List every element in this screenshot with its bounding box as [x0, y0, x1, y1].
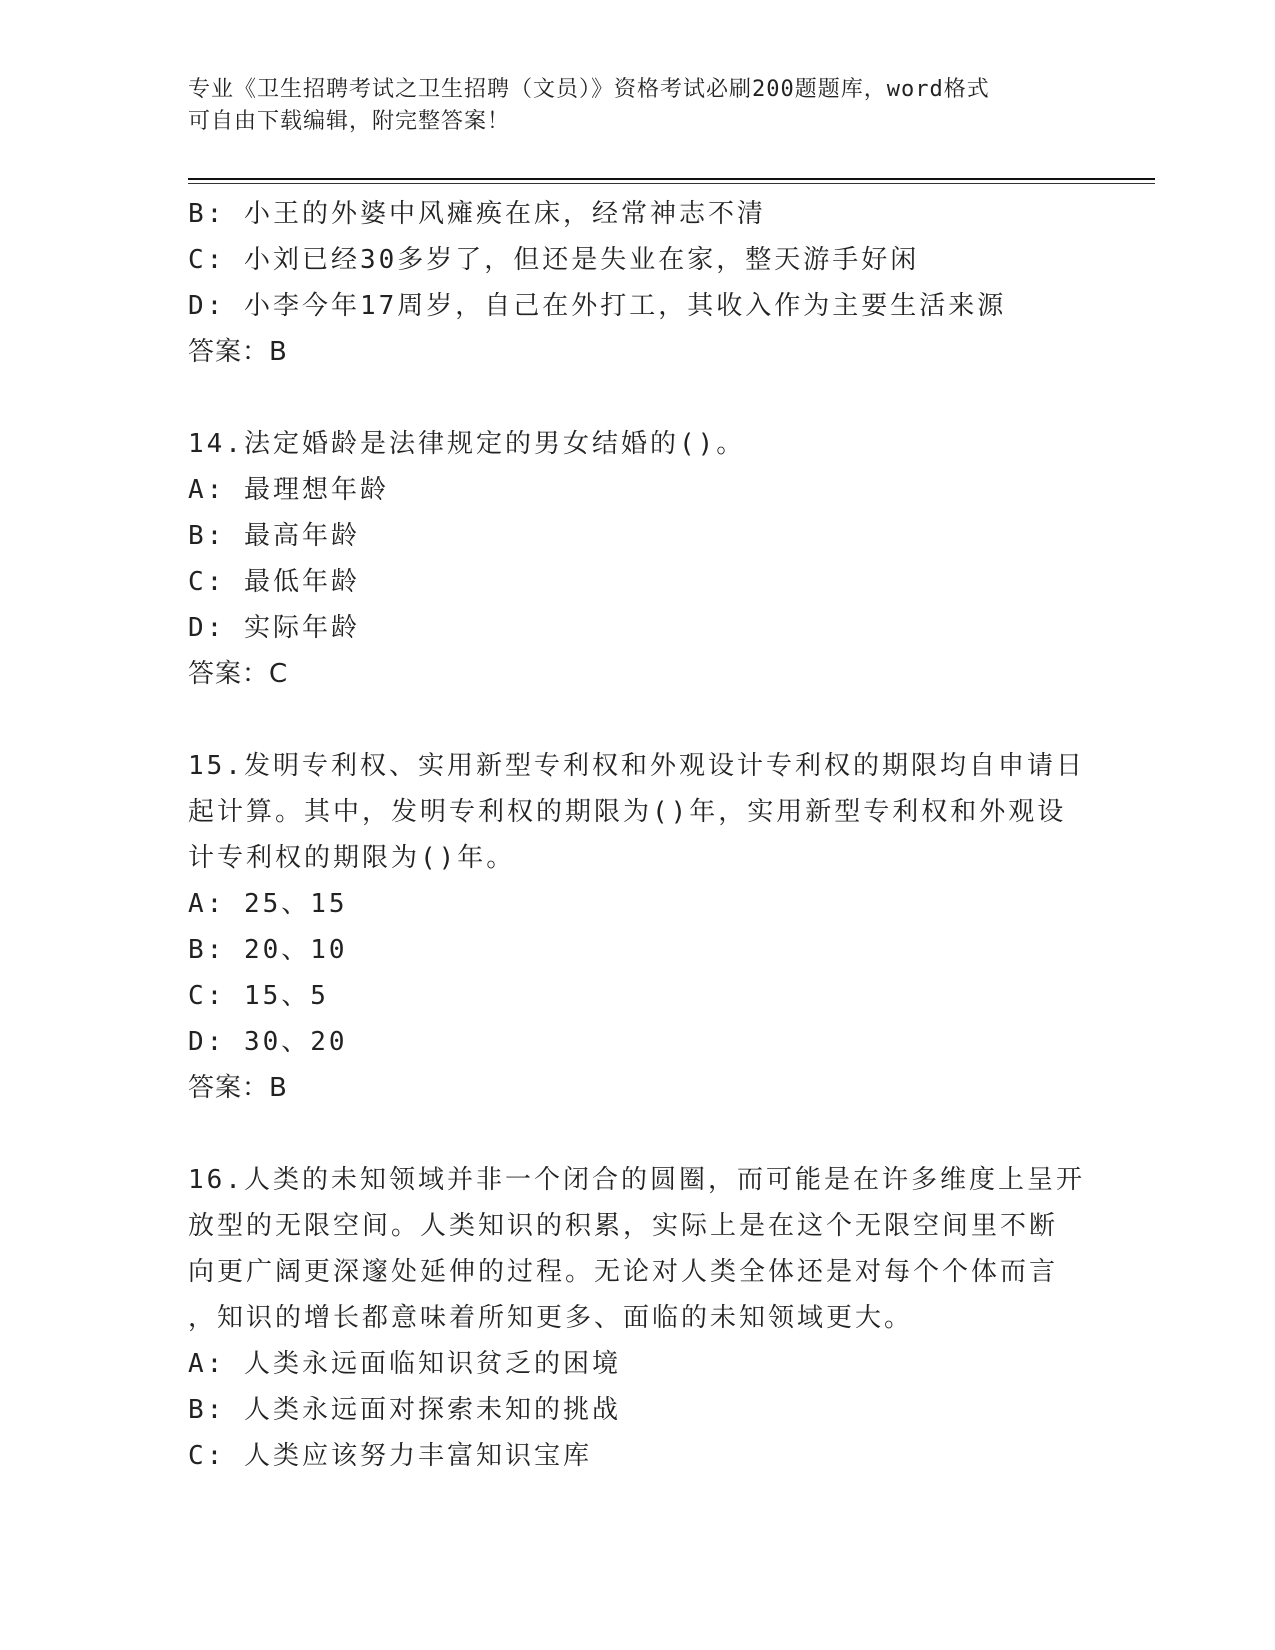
spacer: [188, 697, 1088, 743]
document-header: [188, 74, 1088, 138]
question-15: [188, 743, 1088, 1111]
q14-option-c: C: 最低年龄: [188, 567, 360, 597]
q13-option-c: C: 小刘已经30多岁了，但还是失业在家，整天游手好闲: [188, 245, 920, 275]
q14-option-b: B: 最高年龄: [188, 521, 360, 551]
q14-stem: 14.法定婚龄是法律规定的男女结婚的()。: [188, 429, 746, 459]
q15-stem-line-1: 15.发明专利权、实用新型专利权和外观设计专利权的期限均自申请日: [188, 751, 1085, 781]
question-13: [188, 191, 1088, 375]
header-divider-thick: [188, 178, 1155, 180]
spacer: [188, 375, 1088, 421]
q16-stem-line-1: 16.人类的未知领域并非一个闭合的圆圈，而可能是在许多维度上呈开: [188, 1165, 1085, 1195]
q16-option-b: B: 人类永远面对探索未知的挑战: [188, 1395, 621, 1425]
question-16: [188, 1157, 1088, 1479]
q16-stem-line-3: 向更广阔更深邃处延伸的过程。无论对人类全体还是对每个个体而言: [188, 1257, 1059, 1287]
q15-answer: 答案：B: [188, 1073, 288, 1103]
spacer: [188, 1111, 1088, 1157]
question-14: [188, 421, 1088, 697]
q13-answer: 答案：B: [188, 337, 288, 367]
q16-option-c: C: 人类应该努力丰富知识宝库: [188, 1441, 592, 1471]
header-divider-thin: [188, 183, 1155, 184]
question-list: [188, 191, 1088, 1479]
header-line-2: 可自由下载编辑，附完整答案！: [188, 109, 511, 134]
q14-option-d: D: 实际年龄: [188, 613, 360, 643]
q15-option-a: A: 25、15: [188, 889, 348, 919]
q16-option-a: A: 人类永远面临知识贫乏的困境: [188, 1349, 621, 1379]
q13-option-d: D: 小李今年17周岁，自己在外打工，其收入作为主要生活来源: [188, 291, 1007, 321]
q15-option-b: B: 20、10: [188, 935, 348, 965]
q15-option-d: D: 30、20: [188, 1027, 348, 1057]
q15-option-c: C: 15、5: [188, 981, 329, 1011]
q16-stem-line-4: ，知识的增长都意味着所知更多、面临的未知领域更大。: [188, 1303, 914, 1333]
q13-option-b: B: 小王的外婆中风瘫痪在床，经常神志不清: [188, 199, 766, 229]
q14-option-a: A: 最理想年龄: [188, 475, 389, 505]
q16-stem-line-2: 放型的无限空间。人类知识的积累，实际上是在这个无限空间里不断: [188, 1211, 1059, 1241]
q15-stem-line-2: 起计算。其中，发明专利权的期限为()年，实用新型专利权和外观设: [188, 797, 1067, 827]
q15-stem-line-3: 计专利权的期限为()年。: [188, 843, 516, 873]
header-line-1: 专业《卫生招聘考试之卫生招聘（文员）》资格考试必刷200题题库，word格式: [188, 77, 990, 102]
q14-answer: 答案：C: [188, 659, 289, 689]
